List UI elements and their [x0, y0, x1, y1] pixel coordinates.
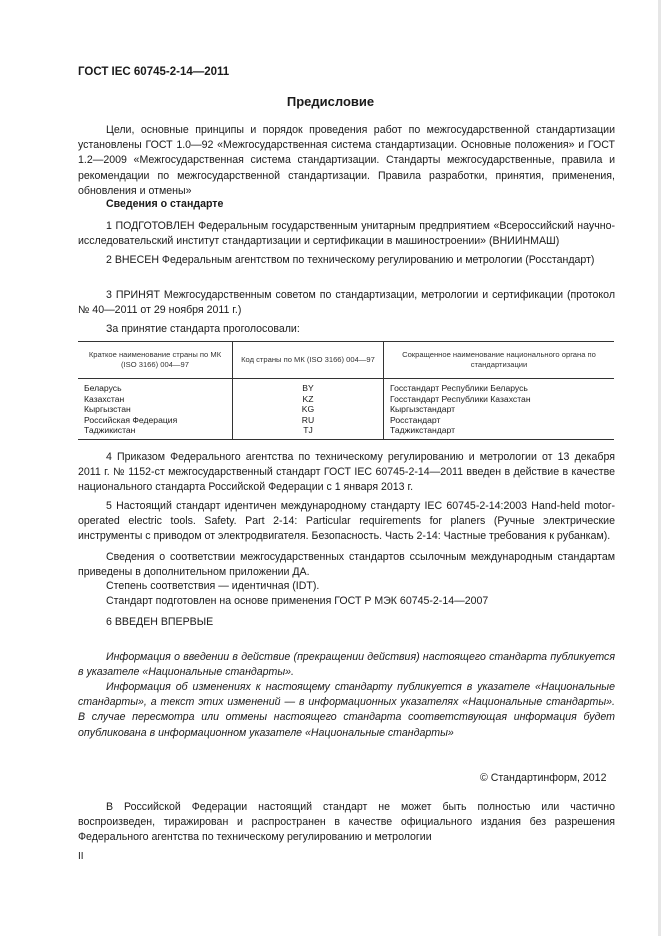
refs-info: Сведения о соответствии межгосударственных стандартов ссылочным международным стандартам приведены в дополнительном приложении ДА. — [78, 551, 615, 579]
intro-paragraph: Цели, основные принципы и порядок проведения работ по межгосударственной стандартизации установлены ГОСТ 1.0—92 «Межгосударственная система стандартизации. Основные положения» и ГОСТ 1.2—2009 «Межгосударственная система стандартизации. Стандарты межгосударственные, правила и рекомендации по межгосударственной стандартизации. Правила разработки, принятия, применения, обновления и отмены» — [78, 124, 615, 197]
votes-table — [78, 341, 614, 440]
voted-label: За принятие стандарта проголосовали: — [106, 323, 300, 335]
body-cell: Кыргызстандарт — [384, 404, 615, 415]
rights-notice: В Российской Федерации настоящий стандарт не может быть полностью или частично воспроизведен, тиражирован и распространен в качестве официального издания без разрешения Федерального агентства по техническому регулированию и метрологии — [78, 801, 615, 844]
item-adopted: 3 ПРИНЯТ Межгосударственным советом по стандартизации, метрологии и сертификации (протокол № 40—2011 от 29 ноября 2011 г.) — [78, 289, 615, 317]
notice-intro: Информация о введении в действие (прекращении действия) настоящего стандарта публикуется в указателе «Национальные стандарты». — [78, 651, 615, 679]
country-cell: Кыргызстан — [84, 404, 131, 415]
country-cell: Российская Федерация — [84, 414, 178, 425]
country-cell: Казахстан — [84, 393, 125, 404]
page-number: II — [78, 851, 84, 862]
item-first: 6 ВВЕДЕН ВПЕРВЫЕ — [106, 616, 214, 628]
body-cell: Госстандарт Республики Беларусь — [384, 379, 615, 394]
section-title: Сведения о стандарте — [106, 198, 224, 210]
code-cell: TJ — [233, 425, 384, 439]
item-introduced: 2 ВНЕСЕН Федеральным агентством по техническому регулированию и метрологии (Росстандарт) — [106, 254, 595, 266]
item-order: 4 Приказом Федерального агентства по техническому регулированию и метрологии от 13 декабря 2011 г. № 1152-ст межгосударственный стандарт ГОСТ IEC 60745-2-14—2011 введен в действие в качестве национального стандарта Российской Федерации с 1 января 2013 г. — [78, 451, 615, 494]
body-cell: Госстандарт Республики Казахстан — [384, 394, 615, 405]
basis-line: Стандарт подготовлен на основе применения ГОСТ Р МЭК 60745-2-14—2007 — [106, 595, 489, 607]
country-cell: Беларусь — [84, 383, 122, 393]
standard-designation: ГОСТ IEC 60745-2-14—2011 — [78, 66, 230, 78]
table-header-row — [78, 342, 614, 379]
item-identical: 5 Настоящий стандарт идентичен международному стандарту IEC 60745-2-14:2003 Hand-held motor-operated electric tools. Safety. Part 2-14: Particular requirements for planers (Ручные электрические инструменты с приводом от электродвигателя. Безопасность. Часть 2-14: Частные требования к рубанкам). — [78, 500, 615, 543]
code-cell: KG — [233, 404, 384, 415]
code-cell: KZ — [233, 394, 384, 405]
body-cell: Таджикстандарт — [384, 425, 615, 439]
body-cell: Росстандарт — [384, 415, 615, 426]
col-header-body: Сокращенное наименование национального органа по стандартизации — [384, 342, 615, 379]
degree-line: Степень соответствия — идентичная (IDT). — [106, 580, 320, 592]
col-header-country: Краткое наименование страны по МК (ISO 3166) 004—97 — [78, 342, 233, 379]
page-title: Предисловие — [286, 94, 375, 109]
copyright-line: © Стандартинформ, 2012 — [480, 772, 607, 784]
code-cell: BY — [233, 379, 384, 394]
table-row — [78, 379, 614, 394]
table-row — [78, 425, 614, 439]
notice-changes: Информация об изменениях к настоящему стандарту публикуется в указателе «Национальные стандарты», а текст этих изменений — в информационных указателях «Национальные стандарты». В случае пересмотра или отмены настоящего стандарта соответствующая информация будет опубликована в информационном указателе «Национальные стандарты» — [78, 681, 615, 739]
code-cell: RU — [233, 415, 384, 426]
table-row — [78, 415, 614, 426]
country-cell: Таджикистан — [78, 425, 233, 439]
item-prepared: 1 ПОДГОТОВЛЕН Федеральным государственным унитарным предприятием «Всероссийский научно-исследовательский институт стандартизации и сертификации в машиностроении» (ВНИИНМАШ) — [78, 220, 615, 248]
col-header-code: Код страны по МК (ISO 3166) 004—97 — [233, 342, 384, 379]
table-row — [78, 394, 614, 405]
table-row — [78, 404, 614, 415]
